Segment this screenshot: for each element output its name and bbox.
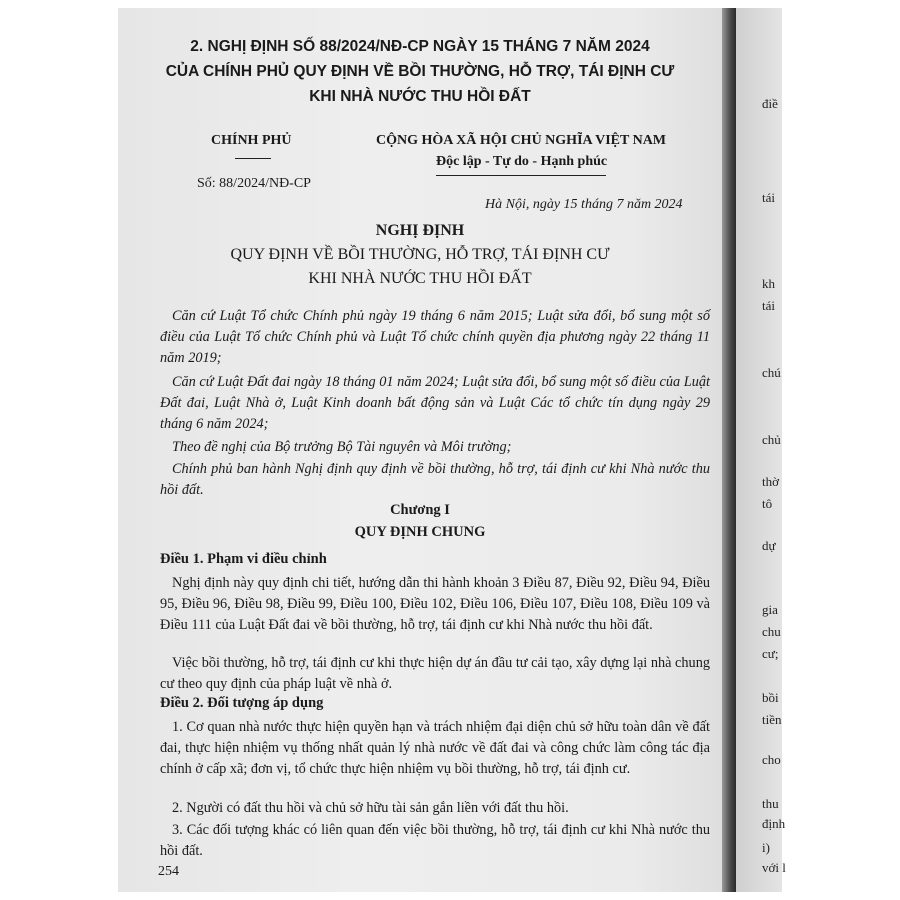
next-page-fragment: chu [762, 624, 781, 639]
section-title-line-3: KHI NHÀ NƯỚC THU HỒI ĐẤT [309, 88, 531, 105]
next-page-fragment: tái [762, 190, 775, 205]
preamble-paragraph: Căn cứ Luật Đất đai ngày 18 tháng 01 năm 2024; Luật sửa đổi, bổ sung một số điều của Luật Đất đai, Luật Nhà ở, Luật Kinh doanh bất động sản và Luật Các tổ chức tín dụng ngày 29 tháng 6 năm 2024; [160, 374, 710, 432]
article-paragraph: Việc bồi thường, hỗ trợ, tái định cư khi thực hiện dự án đầu tư cải tạo, xây dựng lại nhà chung cư theo quy định của pháp luật về nhà ở. [160, 655, 710, 692]
decree-subtitle-2: KHI NHÀ NƯỚC THU HỒI ĐẤT [308, 270, 532, 287]
next-page-fragment: chú [762, 365, 781, 380]
page-number: 254 [158, 864, 179, 879]
next-page-fragment: kh [762, 276, 775, 291]
next-page-fragment: i) [762, 840, 770, 855]
preamble-paragraph: Theo đề nghị của Bộ trưởng Bộ Tài nguyên và Môi trường; [172, 439, 512, 455]
next-page-fragment: bồi [762, 690, 779, 705]
section-title-line-1: 2. NGHỊ ĐỊNH SỐ 88/2024/NĐ-CP NGÀY 15 THÁNG 7 NĂM 2024 [190, 38, 650, 55]
decree-title: NGHỊ ĐỊNH [375, 222, 465, 239]
article-paragraph: 3. Các đối tượng khác có liên quan đến việc bồi thường, hỗ trợ, tái định cư khi Nhà nước thu hồi đất. [160, 822, 710, 859]
next-page-fragment: tô [762, 496, 773, 511]
article-heading: Điều 1. Phạm vi điều chỉnh [160, 551, 327, 567]
next-page-fragment: cư; [762, 646, 779, 661]
article-paragraph: 2. Người có đất thu hồi và chủ sở hữu tài sản gắn liền với đất thu hồi. [172, 800, 569, 816]
next-page-edge [736, 8, 786, 892]
book-gutter [722, 8, 736, 892]
chapter-number: Chương I [390, 502, 450, 518]
next-page-fragment: thờ [762, 474, 779, 489]
preamble-paragraph: Chính phủ ban hành Nghị định quy định về bồi thường, hỗ trợ, tái định cư khi Nhà nước thu hồi đất. [160, 461, 710, 498]
book-page [118, 8, 722, 892]
next-page-fragment: cho [762, 752, 781, 767]
country-name: CỘNG HÒA XÃ HỘI CHỦ NGHĨA VIỆT NAM [376, 133, 667, 148]
next-page-fragment: dự [762, 538, 776, 553]
next-page-fragment: với l [762, 860, 786, 875]
article-paragraph: 1. Cơ quan nhà nước thực hiện quyền hạn và trách nhiệm đại diện chủ sở hữu toàn dân về đất đai, thực hiện nhiệm vụ thống nhất quản lý nhà nước về đất đai và công chức làm công tác địa chính ở cấp xã; đơn vị, tổ chức thực hiện nhiệm vụ bồi thường, hỗ trợ, tái định cư. [160, 719, 710, 777]
next-page-fragment: điề [762, 96, 778, 111]
article-paragraph: Nghị định này quy định chi tiết, hướng dẫn thi hành khoản 3 Điều 87, Điều 92, Điều 94, Điều 95, Điều 96, Điều 98, Điều 99, Điều 100, Điều 102, Điều 106, Điều 107, Điều 108, Điều 109 và Điều 111 của Luật Đất đai về bồi thường, hỗ trợ, tái định cư khi Nhà nước thu hồi đất. [160, 575, 710, 633]
next-page-fragment: tái [762, 298, 775, 313]
article-heading: Điều 2. Đối tượng áp dụng [160, 695, 324, 711]
place-date: Hà Nội, ngày 15 tháng 7 năm 2024 [485, 197, 683, 212]
next-page-fragment: định [762, 816, 786, 831]
preamble-paragraph: Căn cứ Luật Tổ chức Chính phủ ngày 19 tháng 6 năm 2015; Luật sửa đổi, bổ sung một số điều của Luật Tổ chức Chính phủ và Luật Tổ chức chính quyền địa phương ngày 22 tháng 11 năm 2019; [160, 308, 710, 366]
motto-underline [436, 175, 606, 176]
decree-subtitle-1: QUY ĐỊNH VỀ BỒI THƯỜNG, HỖ TRỢ, TÁI ĐỊNH CƯ [230, 246, 610, 263]
agency-underline [235, 158, 271, 159]
next-page-fragment: gia [762, 602, 778, 617]
book-photo [118, 8, 786, 892]
decree-number: Số: 88/2024/NĐ-CP [197, 176, 311, 191]
agency-name: CHÍNH PHỦ [211, 133, 292, 148]
section-title-line-2: CỦA CHÍNH PHỦ QUY ĐỊNH VỀ BỒI THƯỜNG, HỖ TRỢ, TÁI ĐỊNH CƯ [165, 63, 675, 80]
chapter-name: QUY ĐỊNH CHUNG [354, 524, 486, 540]
next-page-fragment: thu [762, 796, 779, 811]
motto: Độc lập - Tự do - Hạnh phúc [436, 154, 608, 169]
next-page-fragment: chủ [762, 432, 781, 447]
next-page-fragment: tiền [762, 712, 782, 727]
